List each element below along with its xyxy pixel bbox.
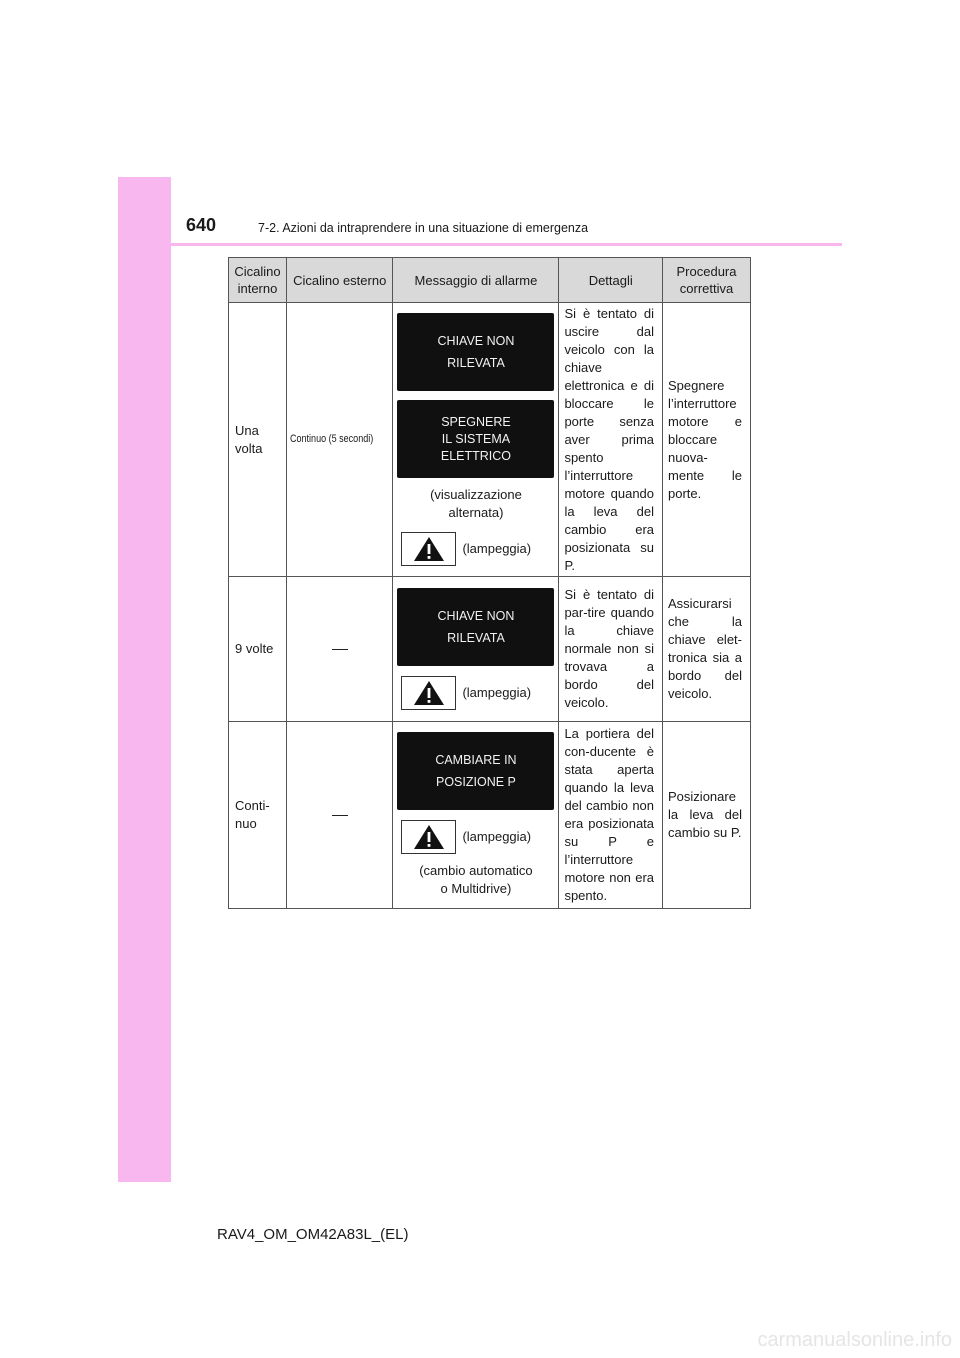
display-line: IL SISTEMA: [441, 431, 511, 446]
blink-row: [401, 676, 558, 710]
display-line: RILEVATA: [447, 356, 505, 370]
warning-triangle-icon: [401, 532, 456, 566]
col-header-messaggio: Messaggio di allarme: [393, 258, 559, 303]
cond-text: Continuo (5 secondi): [289, 433, 374, 445]
page-number: 640: [186, 215, 217, 235]
table-row: [229, 303, 751, 577]
display-note: (cambio automatico o Multidrive): [419, 863, 533, 896]
cell-procedura: Assicurarsi che la chiave elet-tronica sia a bordo del veicolo.: [663, 577, 751, 722]
footer-code: RAV4_OM_OM42A83L_(EL): [217, 1226, 409, 1243]
display-line: CHIAVE NON: [437, 609, 515, 623]
col-header-esterno: Cicalino esterno: [286, 258, 393, 303]
header-rule: [118, 243, 842, 246]
col-header-dettagli: Dettagli: [559, 258, 663, 303]
dash-mark: [332, 815, 348, 816]
table-row: [229, 577, 751, 722]
display-note: (visualizzazione alternata): [430, 487, 522, 520]
blink-label: (lampeggia): [462, 541, 532, 556]
display-line: RILEVATA: [447, 631, 505, 645]
cell-interno: Una volta: [229, 303, 287, 577]
watermark: carmanualsonline.info: [757, 1329, 952, 1351]
cell-messaggio: [393, 577, 559, 722]
display-line: SPEGNERE: [441, 414, 511, 429]
col-header-interno: Cicalino interno: [229, 258, 287, 303]
cell-dettagli: La portiera del con-ducente è stata aperta quando la leva del cambio non era posizionata su P e l’interruttore motore non era spento.: [559, 722, 663, 909]
cell-messaggio: [393, 722, 559, 909]
section-title: 7-2. Azioni da intraprendere in una situazione di emergenza: [258, 221, 589, 235]
display-screen: [397, 400, 554, 478]
display-line: ELETTRICO: [440, 448, 512, 463]
warning-triangle-icon: [401, 820, 456, 854]
cell-esterno: [286, 722, 393, 909]
display-screen: [397, 313, 554, 391]
cell-esterno: [286, 577, 393, 722]
warning-table: [228, 257, 751, 909]
display-line: POSIZIONE P: [436, 775, 516, 789]
blink-label: (lampeggia): [462, 685, 532, 700]
blink-label: (lampeggia): [462, 829, 532, 844]
display-screen: [397, 588, 554, 666]
display-screen: [397, 732, 554, 810]
display-line: CHIAVE NON: [437, 334, 515, 348]
col-header-procedura: Procedura correttiva: [663, 258, 751, 303]
cell-dettagli: Si è tentato di uscire dal veicolo con la chiave elettronica e di bloccare le porte senza aver prima spento l’interruttore motore quando la leva del cambio era posizionata su P.: [559, 303, 663, 577]
cell-procedura: Posizionare la leva del cambio su P.: [663, 722, 751, 909]
cell-esterno: [286, 303, 393, 577]
dash-mark: [332, 649, 348, 650]
table-header-row: [229, 258, 751, 303]
table-row: [229, 722, 751, 909]
side-tab-band: [118, 177, 171, 1182]
blink-row: [401, 820, 558, 854]
cell-interno: Conti-nuo: [229, 722, 287, 909]
cell-procedura: Spegnere l’interruttore motore e bloccare nuova-mente le porte.: [663, 303, 751, 577]
blink-row: [401, 532, 558, 566]
display-line: CAMBIARE IN: [435, 753, 517, 767]
warning-triangle-icon: [401, 676, 456, 710]
cell-messaggio: [393, 303, 559, 577]
cell-interno: 9 volte: [229, 577, 287, 722]
cell-dettagli: Si è tentato di par-tire quando la chiave normale non si trovava a bordo del veicolo.: [559, 577, 663, 722]
